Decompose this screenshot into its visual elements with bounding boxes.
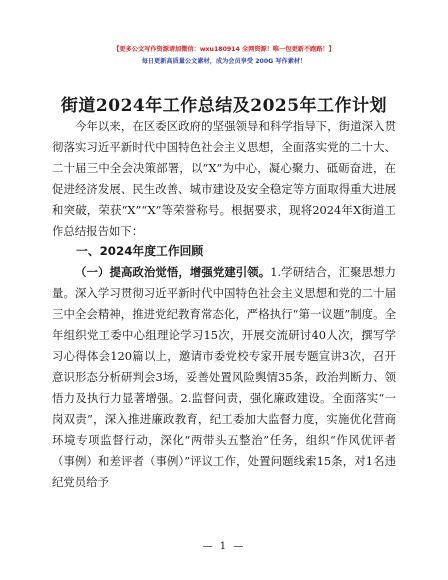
page-number: — 1 — (202, 541, 246, 552)
subheading: （一）提高政治觉悟，增强党建引领。 (75, 265, 271, 279)
intro-paragraph: 今年以来，在区委区政府的坚强领导和科学指导下，街道深入贯彻落实习近平新时代中国特色社会主义思想，全面落实党的二十大、二十届三中全会决策部署，以“X”为中心，凝心聚力、砥砺奋进，在促进经济发展、民生改善、城市建设及安全稳定等方面取得重大进展和突破，荣获“X”“X”等荣誉称号。根据要求，现将2024年X街道工作总结报告如下： (52, 119, 396, 238)
document-title: 街道2024年工作总结及2025年工作计划 (60, 96, 388, 116)
promo-line-2: 每日更新高质量公文素材，成为会员享受 200G 写作素材！ (141, 58, 307, 65)
section-heading: 一、2024年度工作回顾 (76, 244, 204, 258)
body-paragraph (52, 262, 396, 493)
promo-line-1: 【更多公文写作资源请加微信：wxu180914 全网资源！唯一包更新不跑路！】 (113, 46, 335, 53)
body-text: 1.学研结合，汇聚思想力量。深入学习贯彻习近平新时代中国特色社会主义思想和党的二十届三中全会精神，推进党纪教育常态化，严格执行“第一议题”制度。全年组织党工委中心组理论学习15次，开展交流研讨40人次，撰写学习心得体会120篇以上，邀请市委党校专家开展专题宣讲3次，召开意识形态分析研判会3场，妥善处置风险舆情35条，政治判断力、领悟力及执行力显著增强。2.监督问责，强化廉政建设。全面落实“一岗双责”，深入推进廉政教育，纪工委加大监督力度，实施优化营商环境专项监督行动，深化“两带头五整治”任务，组织“作风优评者（事例）和差评者（事例）”评议工作，处置问题线索15条，对1名违纪党员给予 (52, 265, 396, 489)
